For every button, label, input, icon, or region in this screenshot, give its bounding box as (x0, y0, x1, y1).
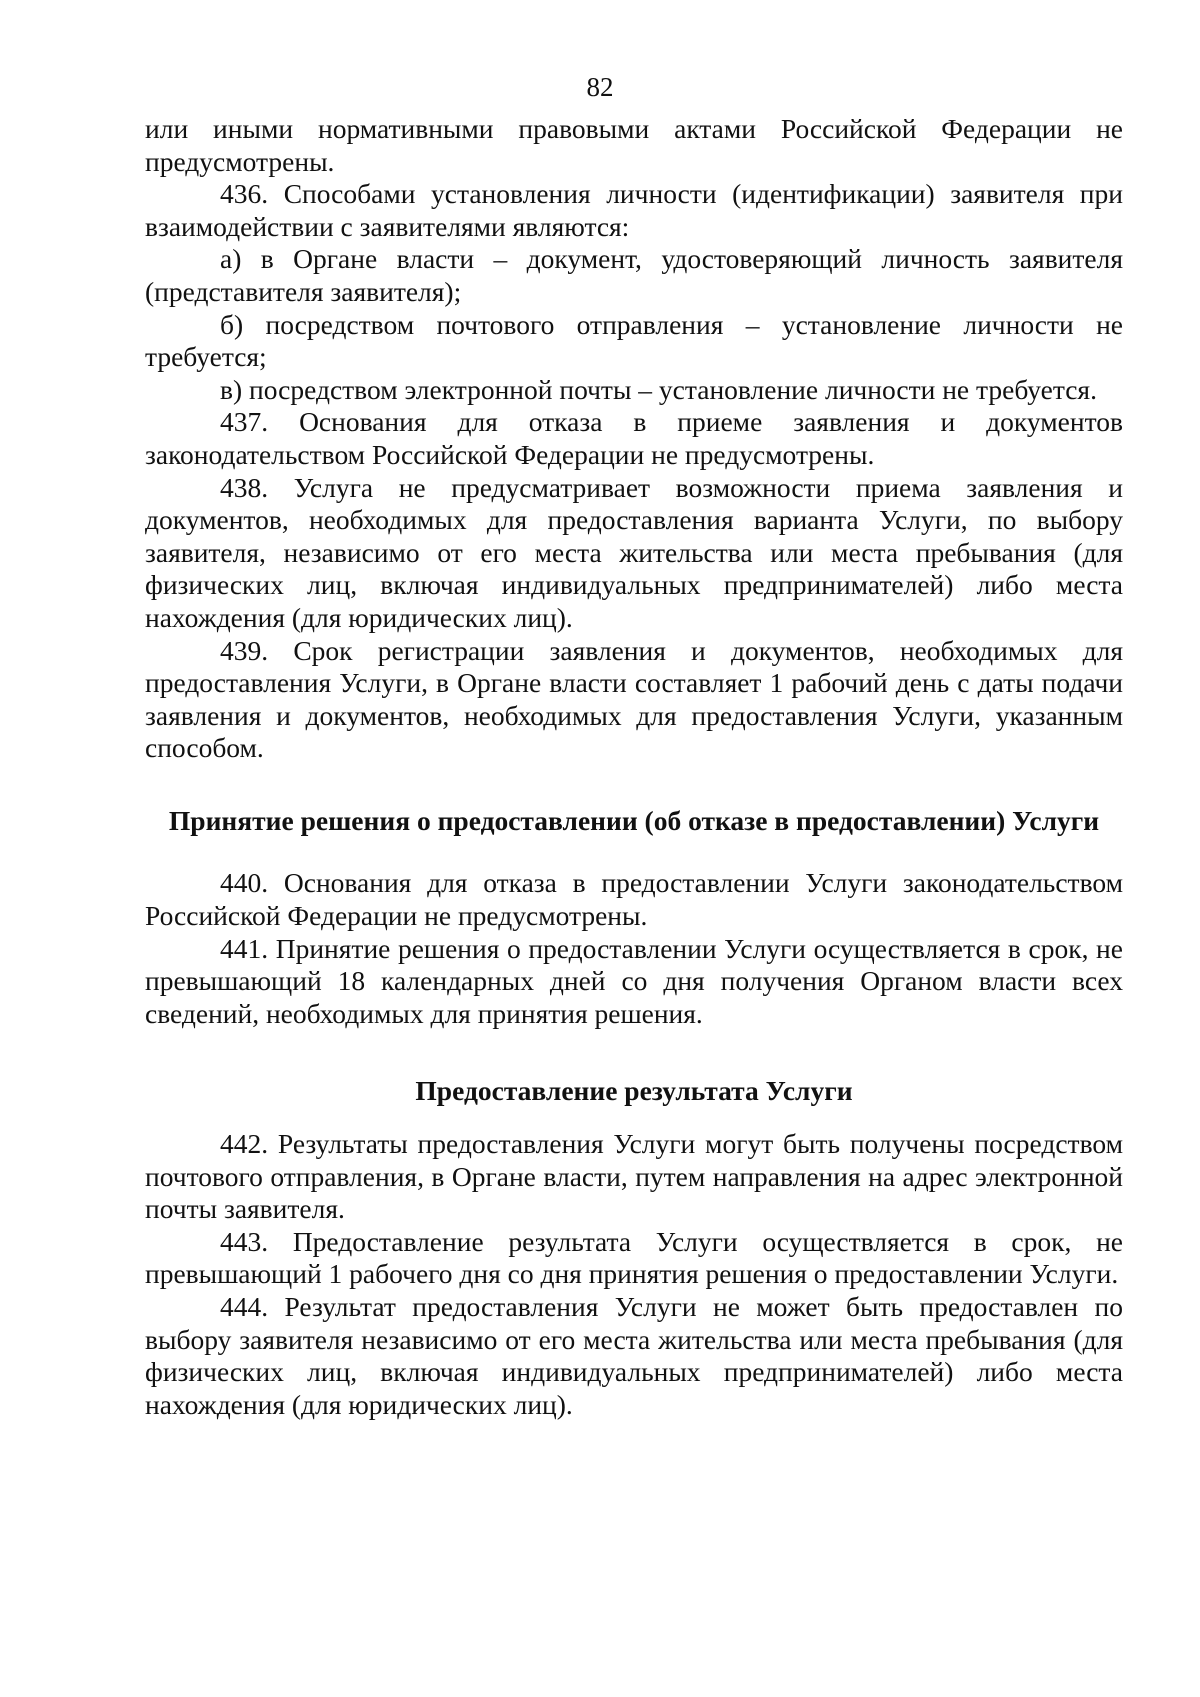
paragraph-436-b: б) посредством почтового отправления – установление личности не требуется; (145, 308, 1123, 373)
spacer (145, 1030, 1123, 1075)
section-heading-result: Предоставление результата Услуги (415, 1075, 853, 1107)
spacer (145, 1108, 1123, 1128)
spacer (145, 837, 1123, 867)
document-body (145, 113, 1123, 1421)
section-heading-decision: Принятие решения о предоставлении (об отказе в предоставлении) Услуги (168, 804, 1100, 836)
paragraph-443: 443. Предоставление результата Услуги осуществляется в срок, не превышающий 1 рабочего дня со дня принятия решения о предоставлении Услуги. (145, 1225, 1123, 1290)
paragraph-continuation: или иными нормативными правовыми актами Российской Федерации не предусмотрены. (145, 113, 1123, 177)
paragraph-438: 438. Услуга не предусматривает возможности приема заявления и документов, необходимых для предоставления варианта Услуги, по выбору заявителя, независимо от его места жительства или места пребывания (для физических лиц, включая индивидуальных предпринимателей) либо места нахождения (для юридических лиц). (145, 471, 1123, 633)
page-number: 82 (586, 72, 614, 102)
spacer (145, 765, 1123, 805)
paragraph-436: 436. Способами установления личности (идентификации) заявителя при взаимодействии с заявителями являются: (145, 178, 1123, 242)
paragraph-441: 441. Принятие решения о предоставлении Услуги осуществляется в срок, не превышающий 18 календарных дней со дня получения Органом власти всех сведений, необходимых для принятия решения. (145, 932, 1123, 1029)
paragraph-444: 444. Результат предоставления Услуги не может быть предоставлен по выбору заявителя независимо от его места жительства или места пребывания (для физических лиц, включая индивидуальных предпринимателей) либо места нахождения (для юридических лиц). (145, 1291, 1123, 1420)
paragraph-439: 439. Срок регистрации заявления и документов, необходимых для предоставления Услуги, в Органе власти составляет 1 рабочий день с даты подачи заявления и документов, необходимых для предоставления Услуги, указанным способом. (145, 634, 1123, 764)
paragraph-442: 442. Результаты предоставления Услуги могут быть получены посредством почтового отправления, в Органе власти, путем направления на адрес электронной почты заявителя. (145, 1128, 1123, 1225)
paragraph-436-a: а) в Органе власти – документ, удостоверяющий личность заявителя (представителя заявителя); (145, 243, 1123, 307)
paragraph-436-v: в) посредством электронной почты – установление личности не требуется. (220, 373, 1097, 405)
paragraph-440: 440. Основания для отказа в предоставлении Услуги законодательством Российской Федерации не предусмотрены. (145, 867, 1123, 932)
paragraph-437: 437. Основания для отказа в приеме заявления и документов законодательством Российской Федерации не предусмотрены. (145, 406, 1123, 470)
